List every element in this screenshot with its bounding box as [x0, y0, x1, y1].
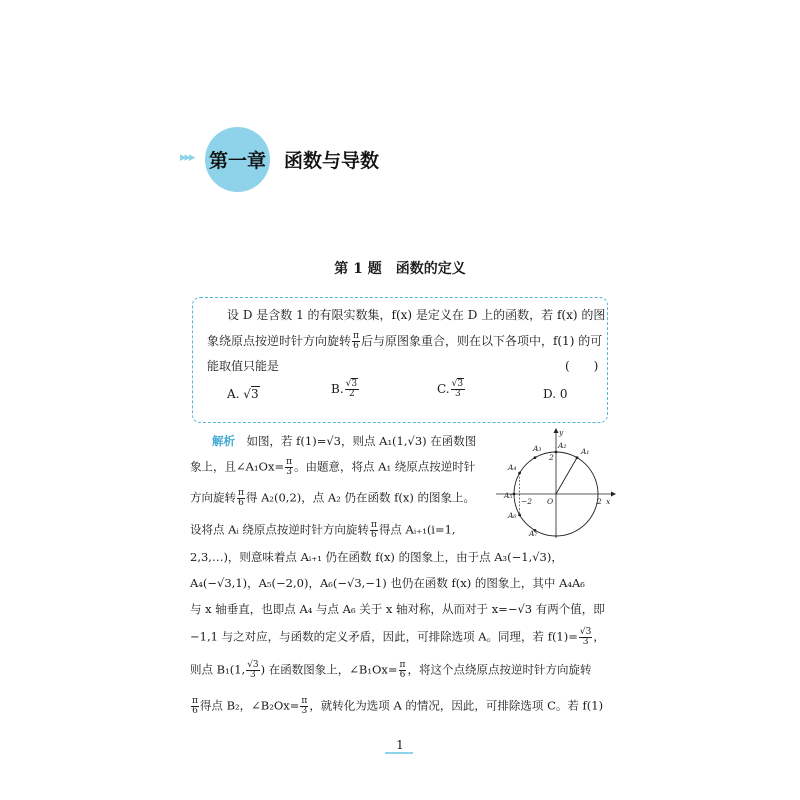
angle-fraction-2-num: π [238, 488, 244, 498]
y-axis-label: y [559, 428, 564, 437]
neg-two-label: −2 [521, 497, 533, 506]
angle-fraction-3 [370, 521, 378, 540]
point-a4 [518, 472, 521, 475]
option-a: A. √3 [227, 387, 259, 401]
solution-label: 解析 [212, 434, 235, 448]
y-two-label: 2 [549, 453, 554, 462]
option-a-radicand: 3 [250, 387, 259, 401]
option-c-fraction: $\frac{√3}{3}$ [451, 379, 464, 399]
a7-label: A₇ [529, 529, 538, 538]
option-c-denominator: 3 [454, 389, 461, 399]
problem-line-1: 设 D 是含数 1 的有限实数集，f(x) 是定义在 D 上的函数，若 f(x) 的图 [227, 308, 606, 322]
angle-fraction-2 [237, 489, 245, 508]
value-fraction-2 [246, 661, 259, 680]
solution-line-10-text-a: 得点 B₂，∠B₂Ox= [199, 698, 300, 713]
value-fraction-2-num: √3 [247, 660, 259, 670]
solution-line-5: 2,3,…)，则意味着点 Aᵢ₊₁ 仍在函数 f(x) 的图象上，由于点 A₃(−1,√3)， [190, 550, 563, 564]
option-b-prefix: B. [331, 382, 344, 396]
rotation-fraction-denominator: 6 [353, 341, 359, 351]
solution-line-10-text-b: ，就转化为选项 A 的情况，因此，可排除选项 C。若 f(1) [309, 698, 604, 713]
solution-line-9-text-c: ，将这个点绕原点按逆时针方向旋转 [407, 662, 592, 677]
problem-heading: 第 1 题 函数的定义 [334, 261, 466, 277]
solution-line-1 [212, 433, 476, 449]
option-b [331, 380, 360, 399]
rotation-fraction-numerator: π [353, 331, 359, 341]
angle-fraction-2-den: 6 [238, 498, 244, 508]
solution-line-10 [190, 697, 603, 716]
page-number: 1 [396, 738, 404, 752]
problem-box [192, 297, 608, 423]
angle-fraction-1 [285, 458, 293, 477]
solution-line-6: A₄(−√3,1)，A₅(−2,0)，A₆(−√3,−1) 也仍在函数 f(x) 的图象上，其中 A₄A₆ [190, 576, 585, 590]
solution-line-2-text-b: 。由题意，将点 A₁ 绕原点按逆时针 [294, 459, 476, 474]
a5-label: A₅ [504, 491, 513, 500]
a6-label: A₆ [508, 511, 517, 520]
solution-line-4-text-a: 设将点 Aᵢ 绕原点按逆时针方向旋转 [190, 522, 369, 537]
option-b-denominator: 2 [349, 389, 355, 399]
problem-line-3: 能取值只能是 [207, 359, 280, 373]
problem-line-2-text-a: 象绕原点按逆时针方向旋转 [207, 334, 352, 348]
solution-line-8 [190, 628, 605, 647]
problem-line-2 [207, 332, 602, 351]
angle-fraction-6 [300, 697, 308, 716]
x-axis-arrow-icon [611, 492, 616, 497]
value-fraction-1-num: √3 [579, 627, 592, 637]
angle-fraction-3-den: 6 [371, 530, 377, 540]
angle-fraction-1-num: π [286, 457, 293, 467]
solution-line-8-text-a: −1,1 与之对应，与函数的定义矛盾，因此，可排除选项 A。同理，若 f(1)= [190, 629, 578, 644]
angle-fraction-4-den: 6 [399, 670, 406, 680]
solution-line-4 [190, 521, 456, 540]
x-two-label: 2 [597, 497, 602, 506]
value-fraction-1 [579, 628, 592, 647]
point-a5 [513, 493, 516, 496]
solution-line-2 [190, 458, 475, 477]
y-axis-arrow-icon [554, 428, 559, 433]
radius-oa1 [556, 458, 577, 494]
option-b-fraction: $\frac{√3}{2}$ [345, 379, 358, 399]
value-fraction-2-den: 3 [250, 670, 256, 680]
solution-line-3-text-a: 方向旋转 [190, 490, 236, 505]
solution-line-3-text-b: 得 A₂(0,2)，点 A₂ 仍在函数 f(x) 的图象上。 [245, 490, 476, 505]
x-axis-label: x [606, 497, 611, 506]
solution-line-9 [190, 661, 591, 680]
angle-fraction-5 [191, 697, 199, 716]
chapter-arrows-icon: ▸▸▸ [180, 150, 194, 165]
a3-label: A₃ [533, 444, 542, 453]
angle-fraction-5-den: 6 [192, 706, 198, 716]
origin-label: O [547, 497, 554, 506]
angle-fraction-6-num: π [301, 696, 308, 706]
problem-line-2-text-b: 后与原图象重合，则在以下各项中，f(1) 的可 [360, 334, 603, 348]
solution-line-7: 与 x 轴垂直，也即点 A₄ 与点 A₆ 关于 x 轴对称，从而对于 x=−√3 有两个值，即 [190, 602, 605, 616]
point-a1 [576, 456, 579, 459]
angle-fraction-4-num: π [399, 660, 406, 670]
option-a-prefix: A. [227, 387, 240, 401]
angle-fraction-5-num: π [192, 696, 198, 706]
a2-label: A₂ [558, 441, 567, 450]
option-b-numerator: 3 [351, 379, 358, 389]
option-c [437, 380, 466, 399]
solution-line-9-text-b: ) 在函数图象上，∠B₁Ox= [260, 662, 398, 677]
chapter-header [180, 127, 480, 192]
angle-fraction-6-den: 3 [301, 706, 308, 716]
option-c-numerator: 3 [457, 379, 464, 389]
chapter-title: 函数与导数 [284, 150, 380, 172]
angle-fraction-1-den: 3 [286, 467, 292, 477]
point-a2 [555, 451, 558, 454]
circle-figure [496, 428, 616, 538]
page-number-rule [385, 752, 413, 754]
option-c-prefix: C. [437, 382, 450, 396]
solution-line-8-text-b: ， [593, 629, 605, 644]
option-d: D. 0 [543, 387, 568, 401]
answer-blank: ( ) [565, 359, 599, 373]
solution-line-3 [190, 489, 475, 508]
point-a6 [518, 514, 521, 517]
chapter-label: 第一章 [209, 150, 267, 172]
value-fraction-1-den: 3 [582, 637, 589, 647]
point-a3 [534, 456, 537, 459]
angle-fraction-4 [399, 661, 407, 680]
a4-label: A₄ [508, 463, 517, 472]
solution-line-2-text-a: 象上，且∠A₁Ox= [190, 459, 285, 474]
rotation-fraction [352, 332, 360, 351]
angle-fraction-3-num: π [370, 520, 377, 530]
solution-line-9-text-a: 则点 B₁(1, [190, 662, 246, 677]
a1-label: A₁ [581, 447, 590, 456]
solution-line-1-text: 如图，若 f(1)=√3，则点 A₁(1,√3) 在函数图 [246, 434, 477, 448]
solution-line-4-text-b: 得点 Aᵢ₊₁(i=1, [378, 522, 456, 537]
